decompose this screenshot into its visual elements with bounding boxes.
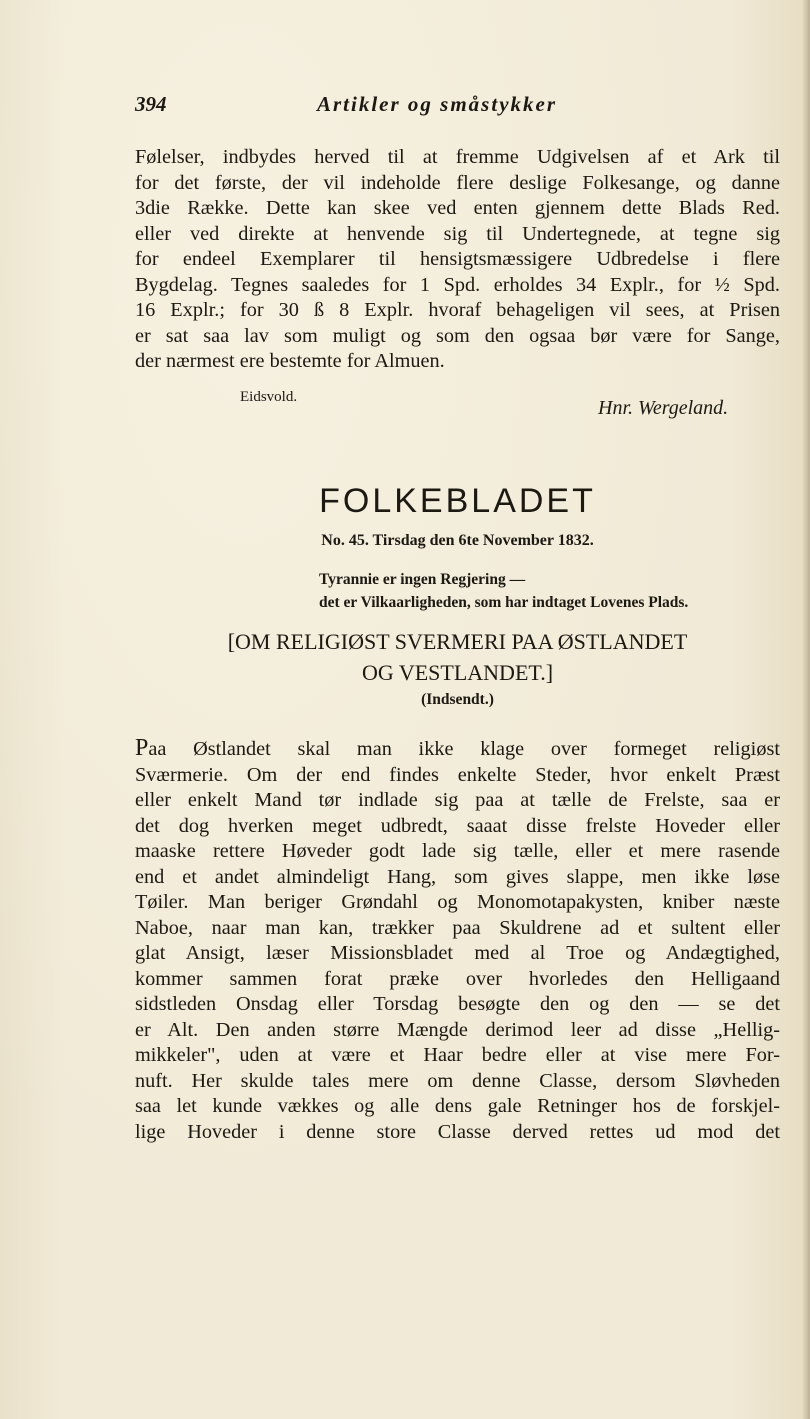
intro-paragraph [135, 145, 780, 375]
text-line: Naboe, naar man kan, trækker paa Skuldrene ad et sultent eller [135, 916, 780, 939]
text-line: det dog hverken meget udbredt, saaat disse frelste Hoveder eller [135, 814, 780, 837]
text-line: Bygdelag. Tegnes saaledes for 1 Spd. erholdes 34 Explr., for ½ Spd. [135, 273, 780, 296]
article-body [135, 736, 780, 1145]
text-line: Sværmerie. Om der end findes enkelte Steder, hvor enkelt Præst [135, 763, 780, 786]
text-line: sidstleden Onsdag eller Torsdag besøgte den og den — se det [135, 993, 780, 1015]
text-line: lige Hoveder i denne store Classe derved rettes ud mod det [135, 1120, 780, 1143]
running-head-title: Artikler og småstykker [317, 92, 558, 116]
text-line: der nærmest ere bestemte for Almuen. [135, 350, 445, 372]
text-line: nuft. Her skulde tales mere om denne Classe, dersom Sløvheden [135, 1069, 780, 1092]
text-line: Paa Østlandet skal man ikke klage over formeget religiøst [135, 735, 780, 761]
page-number: 394 [135, 92, 167, 116]
article-title-line-1: [OM RELIGIØST SVERMERI PAA ØSTLANDET [227, 629, 688, 654]
motto-line-1: Tyrannie er ingen Regjering — [319, 571, 526, 588]
text-line: end et andet almindeligt Hang, som gives slappe, men ikke løse [135, 865, 780, 888]
text-line: saa let kunde vækkes og alle dens gale Retninger hos de forskjel- [135, 1095, 780, 1117]
newspaper-motto [319, 568, 688, 614]
text-line: 3die Række. Dette kan skee ved enten gjennem dette Blads Red. [135, 197, 780, 219]
text-line: Følelser, indbydes herved til at fremme Udgivelsen af et Ark til [135, 146, 780, 168]
text-line: eller enkelt Mand tør indlade sig paa at tælle de Frelste, saa er [135, 789, 780, 811]
signature: Hnr. Wergeland. [598, 397, 729, 419]
page-edge-shadow [802, 0, 810, 1419]
text-line: mikkeler", uden at være et Haar bedre eller at vise mere For- [135, 1044, 780, 1066]
text-line: Tøiler. Man beriger Grøndahl og Monomotapakysten, kniber næste [135, 891, 780, 913]
text-line: kommer sammen forat præke over hvorledes den Helligaand [135, 967, 780, 990]
place-name: Eidsvold. [240, 389, 298, 405]
text-line: maaske rettere Høveder godt lade sig tælle, eller et mere rasende [135, 840, 780, 862]
text-line: er Alt. Den anden større Mængde derimod leer ad disse „Hellig- [135, 1018, 780, 1041]
submitted-note: (Indsendt.) [421, 691, 494, 708]
text-line: for endeel Exemplarer til hensigtsmæssigere Udbredelse i flere [135, 248, 780, 270]
issue-line: No. 45. Tirsdag den 6te November 1832. [321, 532, 594, 549]
article-title [135, 626, 780, 688]
motto-line-2: det er Vilkaarligheden, som har indtaget Lovenes Plads. [319, 594, 689, 611]
article-title-line-2: OG VESTLANDET.] [361, 660, 554, 685]
text-line: eller ved direkte at henvende sig til Undertegnede, at tegne sig [135, 222, 780, 245]
text-line: er sat saa lav som muligt og som den ogsaa bør være for Sange, [135, 324, 780, 347]
text-line: for det første, der vil indeholde flere deslige Folkesange, og danne [135, 171, 780, 194]
text-line: 16 Explr.; for 30 ß 8 Explr. hvoraf behageligen vil sees, at Prisen [135, 299, 780, 321]
text-line: glat Ansigt, læser Missionsbladet med al Troe og Andægtighed, [135, 942, 780, 964]
newspaper-masthead: FOLKEBLADET [319, 482, 596, 520]
running-head [135, 92, 780, 122]
